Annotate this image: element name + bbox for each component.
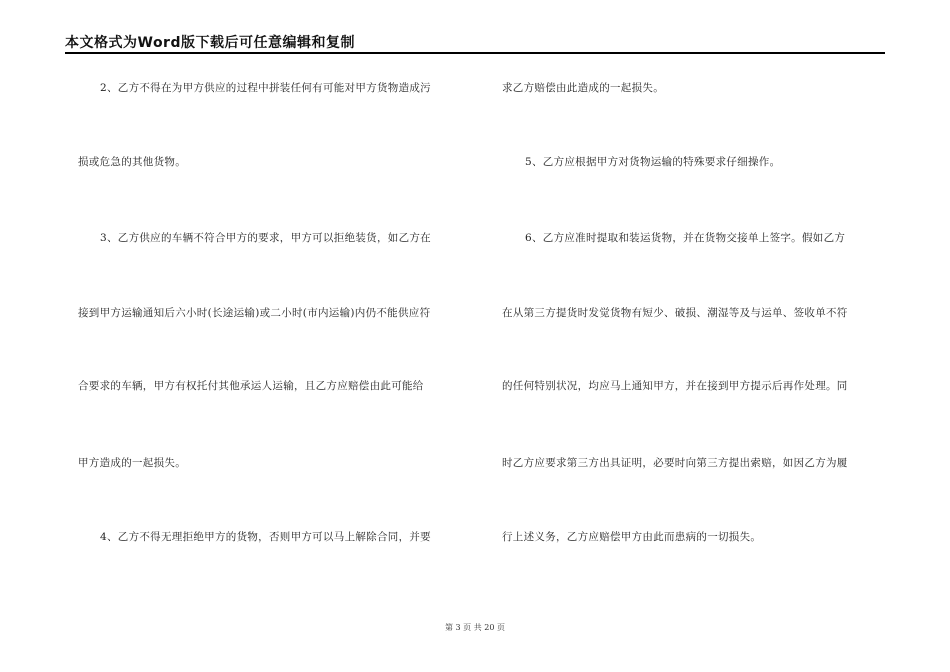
paragraph-line: 3、乙方供应的车辆不符合甲方的要求，甲方可以拒绝装货，如乙方在: [100, 232, 431, 244]
paragraph-line: 甲方造成的一起损失。: [78, 457, 186, 469]
paragraph-line: 时乙方应要求第三方出具证明，必要时向第三方提出索赔，如因乙方为履: [502, 457, 848, 469]
paragraph-line: 4、乙方不得无理拒绝甲方的货物，否则甲方可以马上解除合同，并要: [100, 531, 431, 543]
header-divider: [65, 52, 885, 54]
paragraph-line: 行上述义务，乙方应赔偿甲方由此而患病的一切损失。: [502, 531, 762, 543]
page-number-footer: 第 3 页 共 20 页: [445, 623, 505, 632]
paragraph-line: 5、乙方应根据甲方对货物运输的特殊要求仔细操作。: [525, 156, 781, 168]
paragraph-line: 6、乙方应准时提取和装运货物，并在货物交接单上签字。假如乙方: [525, 232, 846, 244]
paragraph-line: 的任何特别状况，均应马上通知甲方，并在接到甲方提示后再作处理。同: [502, 380, 848, 392]
paragraph-line: 求乙方赔偿由此造成的一起损失。: [502, 82, 664, 94]
paragraph-line: 接到甲方运输通知后六小时(长途运输)或二小时(市内运输)内仍不能供应符: [78, 307, 431, 319]
paragraph-line: 2、乙方不得在为甲方供应的过程中拼装任何有可能对甲方货物造成污: [100, 82, 431, 94]
paragraph-line: 合要求的车辆，甲方有权托付其他承运人运输，且乙方应赔偿由此可能给: [78, 380, 424, 392]
document-header-title: 本文格式为Word版下载后可任意编辑和复制: [65, 35, 355, 51]
paragraph-line: 在从第三方提货时发觉货物有短少、破损、潮湿等及与运单、签收单不符: [502, 307, 848, 319]
paragraph-line: 损或危急的其他货物。: [78, 156, 186, 168]
